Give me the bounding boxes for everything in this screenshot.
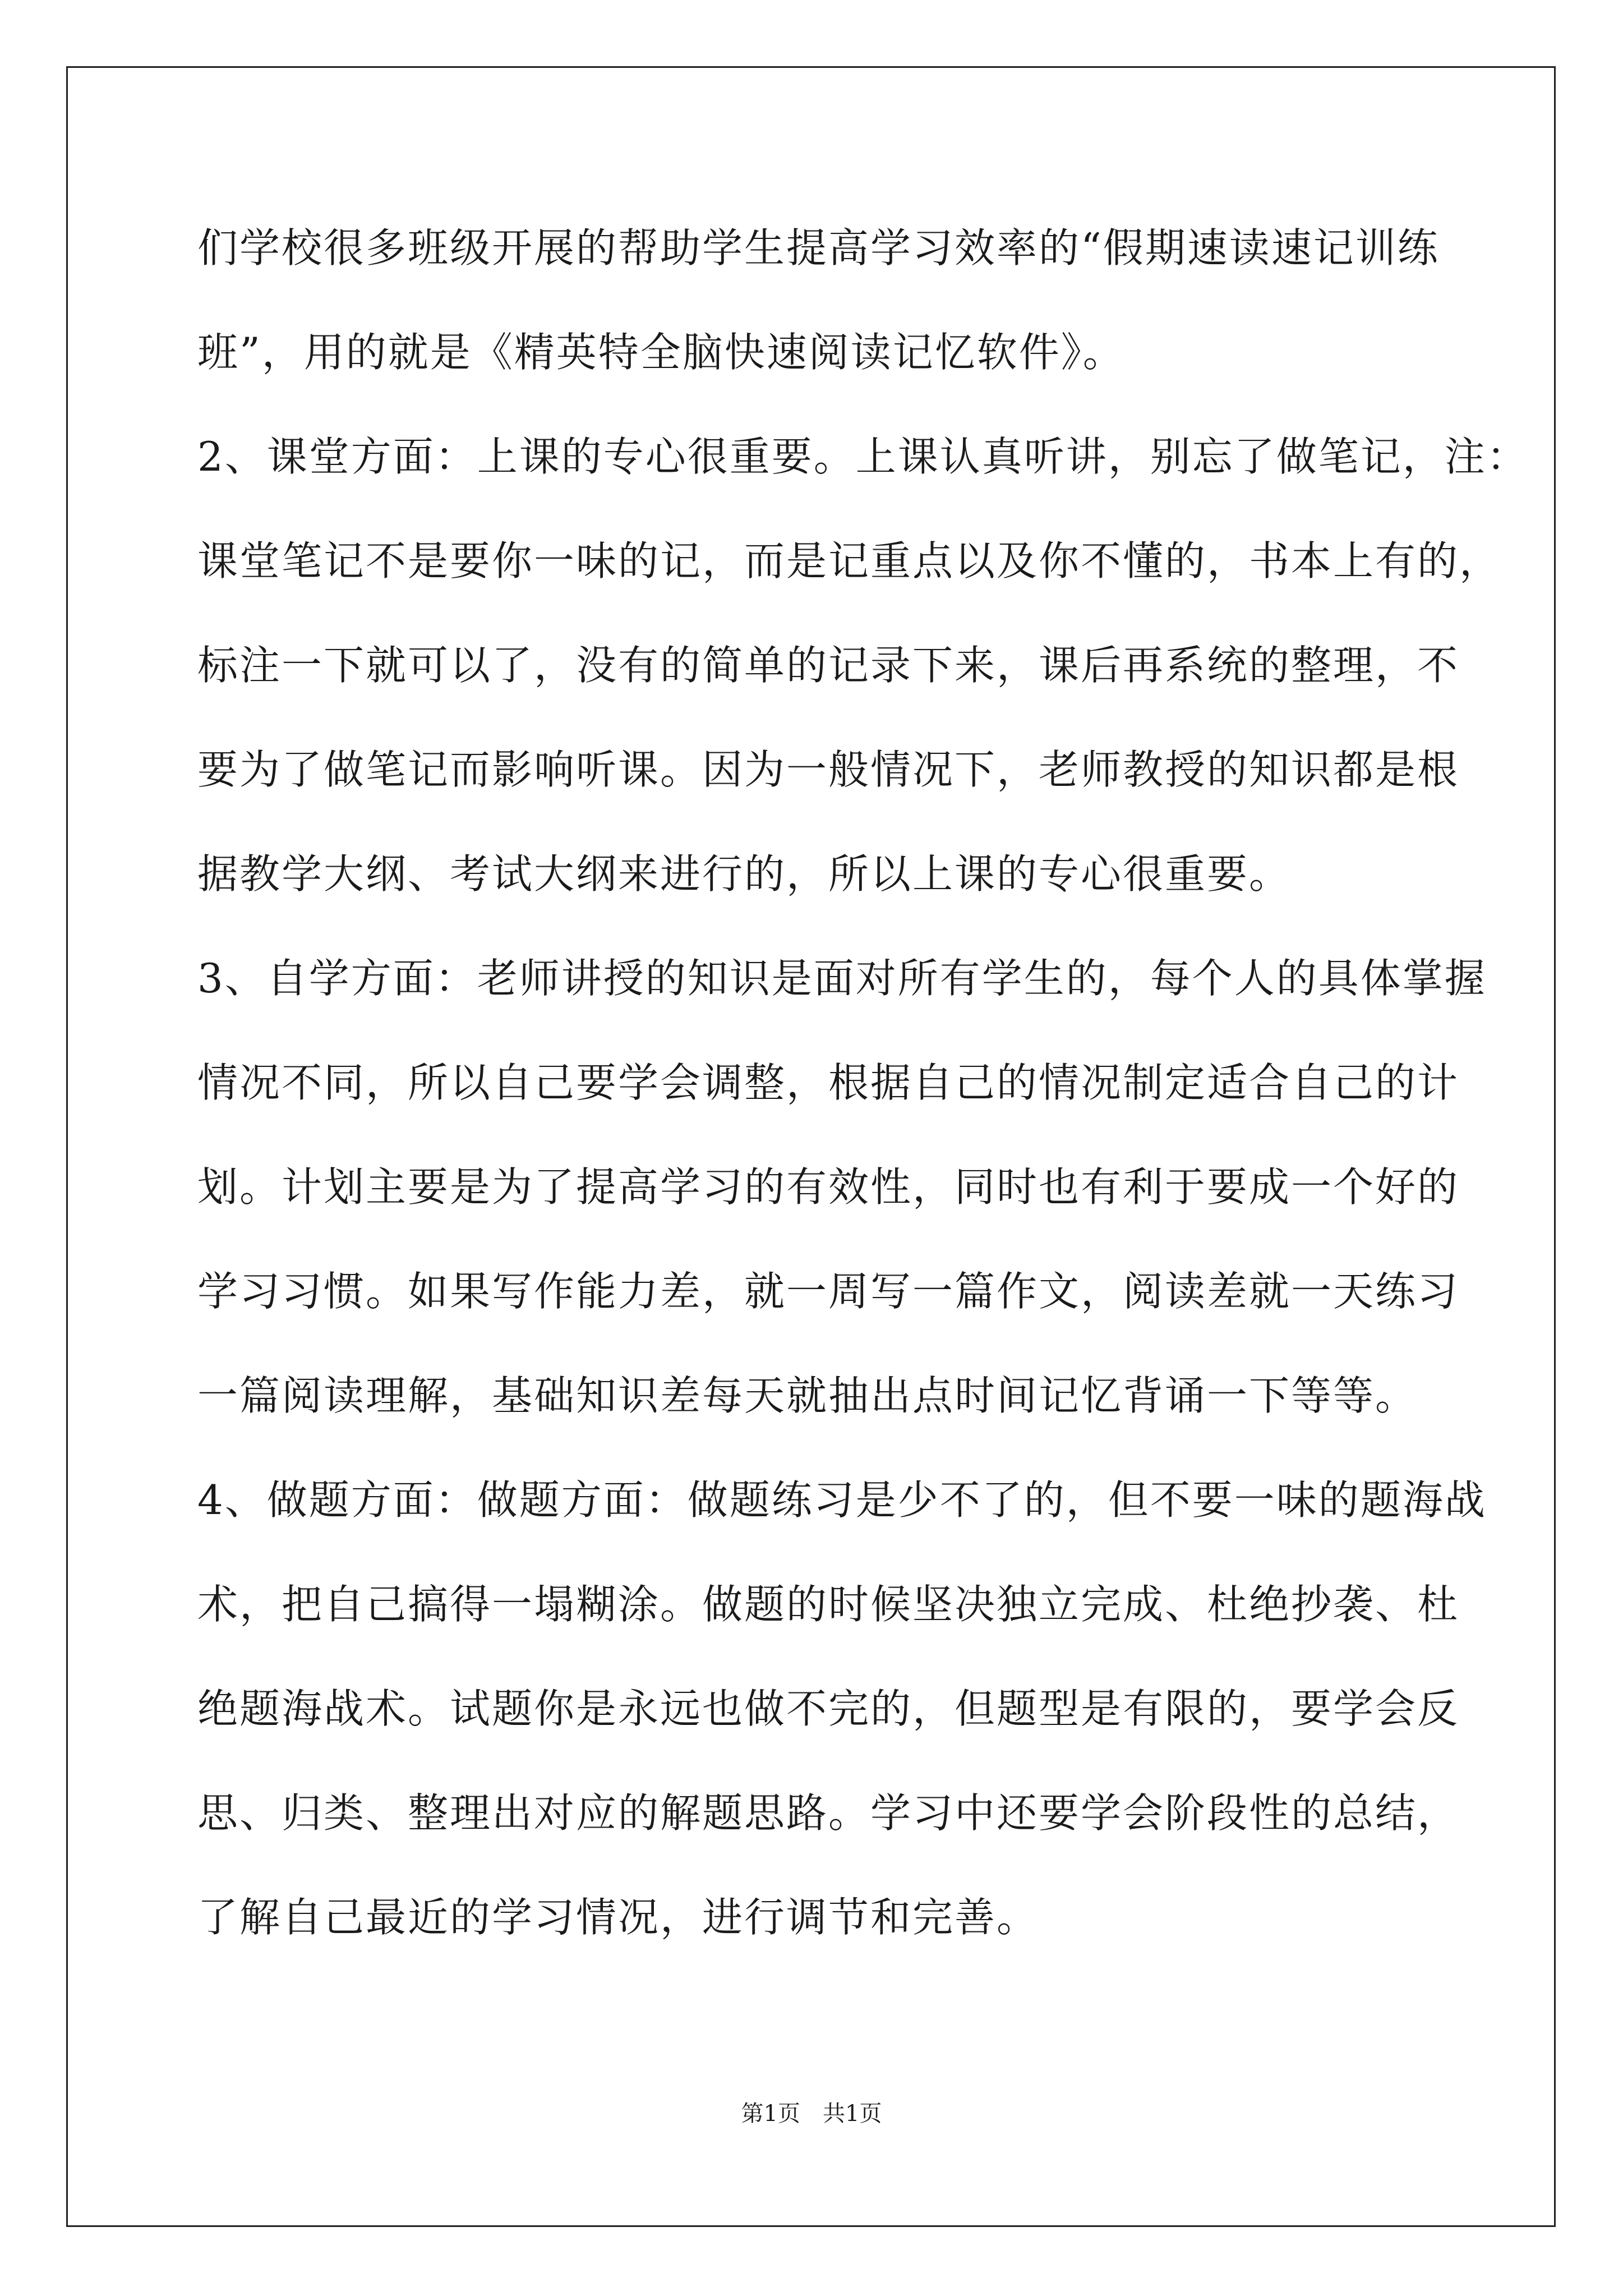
text-line: 术，把自己搞得一塌糊涂。做题的时候坚决独立完成、杜绝抄袭、杜 — [197, 1581, 1460, 1628]
text-line: 一篇阅读理解，基础知识差每天就抽出点时间记忆背诵一下等等。 — [197, 1372, 1418, 1419]
text-line: 划。计划主要是为了提高学习的有效性，同时也有利于要成一个好的 — [197, 1163, 1460, 1211]
text-line: 要为了做笔记而影响听课。因为一般情况下，老师教授的知识都是根 — [197, 746, 1460, 793]
text-line: 据教学大纲、考试大纲来进行的，所以上课的专心很重要。 — [197, 850, 1292, 898]
text-line: 2、课堂方面：上课的专心很重要。上课认真听讲，别忘了做笔记，注： — [197, 433, 1529, 480]
text-line: 情况不同，所以自己要学会调整，根据自己的情况制定适合自己的计 — [197, 1059, 1460, 1106]
text-line: 课堂笔记不是要你一味的记，而是记重点以及你不懂的，书本上有的， — [197, 537, 1502, 585]
text-line: 班”，用的就是《精英特全脑快速阅读记忆软件》。 — [197, 329, 1125, 376]
text-line: 思、归类、整理出对应的解题思路。学习中还要学会阶段性的总结， — [197, 1789, 1460, 1837]
text-line: 4、做题方面：做题方面：做题练习是少不了的，但不要一味的题海战 — [197, 1476, 1487, 1524]
text-line: 绝题海战术。试题你是永远也做不完的，但题型是有限的，要学会反 — [197, 1685, 1460, 1732]
page-footer: 第1页 共1页 — [741, 2101, 882, 2127]
text-line: 标注一下就可以了，没有的简单的记录下来，课后再系统的整理，不 — [197, 642, 1460, 689]
text-line: 了解自己最近的学习情况，进行调节和完善。 — [197, 1894, 1039, 1941]
text-line: 学习习惯。如果写作能力差，就一周写一篇作文，阅读差就一天练习 — [197, 1268, 1460, 1315]
document-body — [197, 220, 1529, 1994]
text-line: 们学校很多班级开展的帮助学生提高学习效率的“假期速读速记训练 — [197, 224, 1440, 272]
text-line: 3、自学方面：老师讲授的知识是面对所有学生的，每个人的具体掌握 — [197, 955, 1487, 1002]
